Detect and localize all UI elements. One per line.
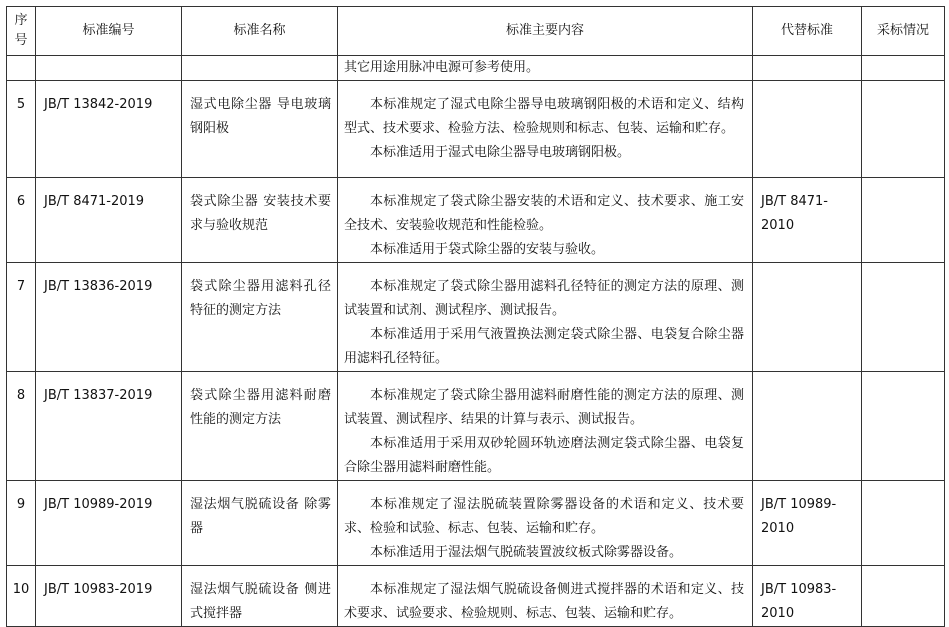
content-paragraph: 本标准规定了湿式电除尘器导电玻璃钢阳极的术语和定义、结构型式、技术要求、检验方法、检验规则和标志、包装、运输和贮存。 bbox=[344, 97, 744, 136]
row-name: 袋式除尘器 安装技术要求与验收规范 bbox=[182, 178, 338, 263]
row-adoption bbox=[862, 481, 945, 566]
row-name: 湿法烟气脱硫设备 除雾器 bbox=[182, 481, 338, 566]
header-content: 标准主要内容 bbox=[338, 7, 753, 56]
table-row bbox=[7, 372, 945, 481]
row-name: 袋式除尘器用滤料耐磨性能的测定方法 bbox=[182, 372, 338, 481]
header-code: 标准编号 bbox=[36, 7, 182, 56]
row-content bbox=[338, 372, 753, 481]
row-replaces: JB/T 8471-2010 bbox=[753, 178, 862, 263]
row-code: JB/T 8471-2019 bbox=[36, 178, 182, 263]
header-adoption: 采标情况 bbox=[862, 7, 945, 56]
row-index: 5 bbox=[7, 81, 36, 178]
content-paragraph: 本标准规定了袋式除尘器用滤料孔径特征的测定方法的原理、测试装置和试剂、测试程序、测试报告。 bbox=[344, 279, 744, 318]
row-content bbox=[338, 81, 753, 178]
row-replaces bbox=[753, 372, 862, 481]
row-index: 10 bbox=[7, 566, 36, 627]
row-replaces: JB/T 10989-2010 bbox=[753, 481, 862, 566]
row-adoption bbox=[862, 81, 945, 178]
row-code: JB/T 13837-2019 bbox=[36, 372, 182, 481]
row-name: 湿式电除尘器 导电玻璃钢阳极 bbox=[182, 81, 338, 178]
standards-table bbox=[6, 6, 945, 627]
content-paragraph: 本标准适用于采用双砂轮圆环轨迹磨法测定袋式除尘器、电袋复合除尘器用滤料耐磨性能。 bbox=[344, 436, 744, 475]
content-paragraph: 本标准规定了袋式除尘器安装的术语和定义、技术要求、施工安全技术、安装验收规范和性能检验。 bbox=[344, 194, 744, 233]
content-paragraph: 本标准适用于采用气液置换法测定袋式除尘器、电袋复合除尘器用滤料孔径特征。 bbox=[344, 327, 744, 366]
row-adoption bbox=[862, 178, 945, 263]
row-content bbox=[338, 481, 753, 566]
row-name: 湿法烟气脱硫设备 侧进式搅拌器 bbox=[182, 566, 338, 627]
table-row bbox=[7, 481, 945, 566]
continuation-text: 其它用途用脉冲电源可参考使用。 bbox=[344, 60, 540, 75]
row-adoption bbox=[862, 372, 945, 481]
content-paragraph: 本标准适用于湿式电除尘器导电玻璃钢阳极。 bbox=[370, 145, 631, 160]
continuation-row bbox=[7, 56, 945, 81]
table-row bbox=[7, 566, 945, 627]
row-adoption bbox=[862, 566, 945, 627]
row-code: JB/T 13842-2019 bbox=[36, 81, 182, 178]
content-paragraph: 本标准规定了湿法烟气脱硫设备侧进式搅拌器的术语和定义、技术要求、试验要求、检验规则、标志、包装、运输和贮存。 bbox=[344, 582, 744, 621]
content-paragraph: 本标准适用于袋式除尘器的安装与验收。 bbox=[370, 242, 605, 257]
row-content bbox=[338, 178, 753, 263]
row-content bbox=[338, 566, 753, 627]
row-replaces bbox=[753, 81, 862, 178]
table-row bbox=[7, 178, 945, 263]
row-index: 7 bbox=[7, 263, 36, 372]
row-index: 9 bbox=[7, 481, 36, 566]
row-code: JB/T 10983-2019 bbox=[36, 566, 182, 627]
row-replaces: JB/T 10983-2010 bbox=[753, 566, 862, 627]
row-adoption bbox=[862, 263, 945, 372]
table-row bbox=[7, 263, 945, 372]
row-code: JB/T 13836-2019 bbox=[36, 263, 182, 372]
content-paragraph: 本标准适用于湿法烟气脱硫装置波纹板式除雾器设备。 bbox=[370, 545, 683, 560]
row-name: 袋式除尘器用滤料孔径特征的测定方法 bbox=[182, 263, 338, 372]
header-name: 标准名称 bbox=[182, 7, 338, 56]
row-content bbox=[338, 263, 753, 372]
header-index: 序号 bbox=[7, 7, 36, 56]
row-code: JB/T 10989-2019 bbox=[36, 481, 182, 566]
table-row bbox=[7, 81, 945, 178]
row-index: 8 bbox=[7, 372, 36, 481]
header-replaces: 代替标准 bbox=[753, 7, 862, 56]
content-paragraph: 本标准规定了袋式除尘器用滤料耐磨性能的测定方法的原理、测试装置、测试程序、结果的计算与表示、测试报告。 bbox=[344, 388, 744, 427]
content-paragraph: 本标准规定了湿法脱硫装置除雾器设备的术语和定义、技术要求、检验和试验、标志、包装、运输和贮存。 bbox=[344, 497, 744, 536]
row-index: 6 bbox=[7, 178, 36, 263]
row-replaces bbox=[753, 263, 862, 372]
table-header-row bbox=[7, 7, 945, 56]
